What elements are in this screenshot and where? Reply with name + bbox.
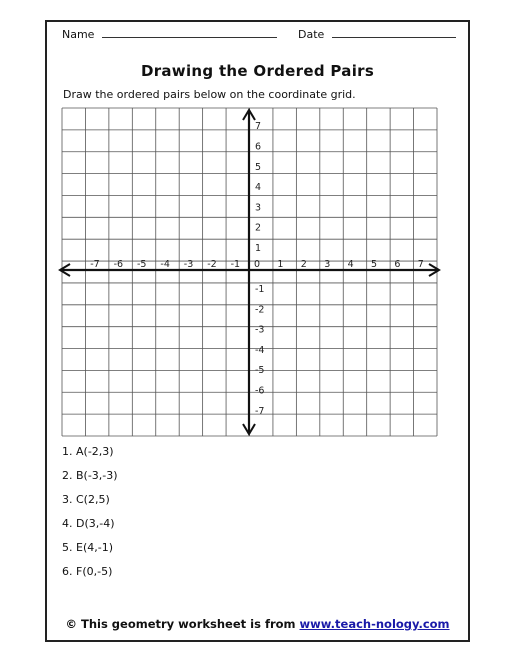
problem-item (62, 565, 118, 589)
x-tick-label: -7 (90, 259, 100, 270)
problem-pair: C(2,5) (76, 493, 110, 506)
ordered-pairs-list (62, 445, 118, 589)
problem-number: 6. (62, 565, 76, 578)
x-tick-label: 2 (300, 259, 307, 270)
problem-pair: E(4,-1) (76, 541, 113, 554)
problem-pair: D(3,-4) (76, 517, 115, 530)
axes (60, 110, 439, 434)
y-tick-label: 7 (255, 121, 262, 133)
problem-item (62, 517, 118, 541)
problem-number: 3. (62, 493, 76, 506)
y-tick-label: 2 (255, 222, 262, 234)
footer (45, 617, 470, 631)
y-tick-label: 1 (255, 243, 262, 254)
x-tick-label: 5 (371, 259, 378, 270)
y-tick-label: -6 (255, 385, 265, 397)
x-tick-label: 0 (254, 259, 261, 270)
problem-number: 5. (62, 541, 76, 554)
y-tick-label: -1 (255, 284, 265, 295)
x-tick-label: 4 (347, 259, 354, 270)
date-label: Date (298, 28, 325, 41)
x-tick-label: -1 (230, 259, 241, 270)
footer-text: © This geometry worksheet is from (65, 617, 300, 631)
name-label: Name (62, 28, 95, 41)
y-tick-label: 6 (255, 141, 262, 153)
problem-number: 2. (62, 469, 76, 482)
problem-number: 1. (62, 445, 76, 458)
x-tick-label: 7 (417, 259, 424, 270)
x-tick-label: -5 (137, 259, 147, 270)
problem-pair: F(0,-5) (76, 565, 113, 578)
x-tick-label: 3 (324, 259, 331, 270)
problem-item (62, 493, 118, 517)
y-tick-label: 3 (255, 202, 262, 214)
instructions: Draw the ordered pairs below on the coordinate grid. (63, 88, 356, 101)
x-tick-label: 6 (394, 259, 401, 270)
problem-number: 4. (62, 517, 76, 530)
worksheet-title: Drawing the Ordered Pairs (140, 62, 375, 80)
problem-item (62, 445, 118, 469)
y-tick-label: -5 (255, 365, 265, 377)
y-tick-label: 4 (255, 182, 262, 194)
problem-pair: A(-2,3) (76, 445, 114, 458)
problem-item (62, 541, 118, 565)
y-tick-label: 5 (255, 161, 262, 173)
footer-link[interactable]: www.teach-nology.com (299, 617, 450, 631)
x-tick-label: -3 (183, 259, 194, 270)
problem-item (62, 469, 118, 493)
y-tick-label: -3 (255, 324, 265, 336)
tick-labels (90, 121, 424, 417)
y-tick-label: -2 (255, 304, 265, 316)
problem-pair: B(-3,-3) (76, 469, 118, 482)
x-tick-label: -4 (160, 259, 170, 270)
x-tick-label: 1 (277, 259, 284, 270)
y-tick-label: -7 (255, 405, 265, 417)
x-tick-label: -2 (207, 259, 217, 270)
y-tick-label: -4 (255, 344, 265, 356)
x-tick-label: -6 (113, 259, 124, 270)
